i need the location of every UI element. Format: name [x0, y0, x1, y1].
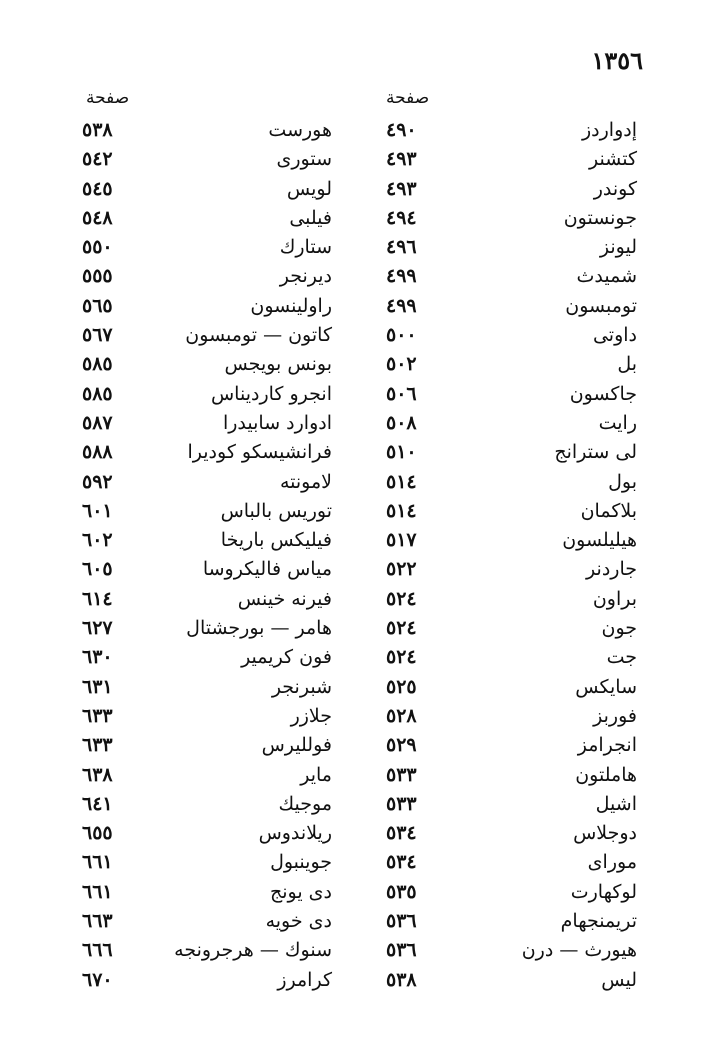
- right-page: ٥٣٣: [386, 763, 417, 786]
- right-name: داوتى: [592, 324, 637, 347]
- right-name: انجرامز: [577, 734, 637, 757]
- left-name: شبرنجر: [271, 675, 332, 698]
- index-row: [0, 468, 725, 497]
- right-page: ٥٣٤: [386, 851, 417, 874]
- right-name: هيورث — درن: [521, 939, 637, 962]
- left-name: ريلاندوس: [258, 822, 332, 845]
- right-page: ٥٢٢: [386, 558, 417, 581]
- right-page: ٥٣٥: [386, 880, 417, 903]
- right-page: ٥١٤: [386, 470, 417, 493]
- left-page: ٥٨٧: [82, 411, 113, 434]
- index-row: [0, 380, 725, 409]
- index-row: [0, 292, 725, 321]
- left-name: موجيك: [278, 792, 332, 815]
- right-page: ٥٠٠: [386, 324, 417, 347]
- right-name: تريمنجهام: [560, 910, 637, 933]
- right-name: جاردنر: [586, 558, 637, 581]
- index-row: [0, 702, 725, 731]
- index-row: [0, 497, 725, 526]
- left-page: ٦٣٨: [82, 763, 113, 786]
- right-page: ٥٣٦: [386, 939, 417, 962]
- right-name: هيليلسون: [562, 529, 637, 552]
- index-row: [0, 673, 725, 702]
- index-row: [0, 116, 725, 145]
- right-page: ٥٠٨: [386, 411, 417, 434]
- index-row: [0, 526, 725, 555]
- left-name: ستارك: [279, 236, 332, 259]
- left-name: ادوارد سابيدرا: [222, 411, 332, 434]
- left-page: ٥٨٥: [82, 382, 113, 405]
- index-list: [0, 116, 725, 995]
- left-name: لامونته: [279, 470, 332, 493]
- left-name: جوينبول: [270, 851, 332, 874]
- left-name: فيرنه خينس: [237, 587, 332, 610]
- left-page: ٦٣٠: [82, 646, 113, 669]
- left-name: جلازر: [290, 704, 332, 727]
- index-row: [0, 848, 725, 877]
- right-page: ٥٢٨: [386, 704, 417, 727]
- left-name: فولليرس: [261, 734, 332, 757]
- left-name: هامر — بورجشتال: [186, 617, 332, 640]
- left-page: ٦٦١: [82, 880, 113, 903]
- right-page: ٤٩٤: [386, 206, 417, 229]
- right-name: بلاكمان: [580, 499, 637, 522]
- left-page: ٦٤١: [82, 792, 113, 815]
- right-page: ٥٣٤: [386, 822, 417, 845]
- left-name: فرانشيسكو كوديرا: [187, 441, 332, 464]
- left-page: ٥٤٥: [82, 177, 113, 200]
- right-name: جاكسون: [569, 382, 637, 405]
- left-page: ٦٠٢: [82, 529, 113, 552]
- right-column-header: صفحة: [386, 88, 430, 108]
- index-row: [0, 555, 725, 584]
- right-name: تومبسون: [565, 294, 637, 317]
- left-page: ٦٣١: [82, 675, 113, 698]
- index-row: [0, 145, 725, 174]
- left-page: ٦٦٣: [82, 910, 113, 933]
- left-name: ديرنجر: [279, 265, 332, 288]
- index-row: [0, 438, 725, 467]
- right-name: كوندر: [593, 177, 637, 200]
- left-page: ٥٥٥: [82, 265, 113, 288]
- left-page: ٦٧٠: [82, 968, 113, 991]
- left-name: فيليكس باريخا: [220, 529, 332, 552]
- right-name: هاملتون: [575, 763, 637, 786]
- right-page: ٤٩٩: [386, 294, 417, 317]
- left-page: ٥٨٥: [82, 353, 113, 376]
- left-page: ٥٤٨: [82, 206, 113, 229]
- right-name: شميدث: [576, 265, 637, 288]
- left-page: ٥٨٨: [82, 441, 113, 464]
- right-page: ٥٣٦: [386, 910, 417, 933]
- left-name: هورست: [268, 119, 332, 141]
- right-page: ٥٠٦: [386, 382, 417, 405]
- left-page: ٥٣٨: [82, 119, 113, 141]
- right-name: لى سترانج: [554, 441, 637, 464]
- right-page: ٥١٠: [386, 441, 417, 464]
- left-page: ٦٠١: [82, 499, 113, 522]
- right-page: ٤٩٠: [386, 119, 417, 141]
- left-page: ٦٦٦: [82, 939, 113, 962]
- left-name: ستورى: [276, 148, 332, 171]
- index-row: [0, 936, 725, 965]
- right-name: اشيل: [595, 792, 637, 815]
- index-row: [0, 966, 725, 995]
- right-page: ٤٩٦: [386, 236, 417, 259]
- index-row: [0, 819, 725, 848]
- left-page: ٦٢٧: [82, 617, 113, 640]
- left-page: ٦١٤: [82, 587, 113, 610]
- right-name: بول: [608, 470, 637, 493]
- index-row: [0, 233, 725, 262]
- left-name: كرامرز: [277, 968, 332, 991]
- right-page: ٥٢٥: [386, 675, 417, 698]
- left-page: ٥٤٢: [82, 148, 113, 171]
- right-page: ٥٢٤: [386, 587, 417, 610]
- right-name: دوجلاس: [573, 822, 637, 845]
- index-row: [0, 585, 725, 614]
- index-row: [0, 790, 725, 819]
- left-page: ٥٩٢: [82, 470, 113, 493]
- left-name: توريس بالباس: [220, 499, 332, 522]
- left-name: فيلبى: [289, 206, 332, 229]
- left-column-header: صفحة: [86, 88, 130, 108]
- right-page: ٥١٧: [386, 529, 417, 552]
- left-name: مياس فاليكروسا: [202, 558, 332, 581]
- index-row: [0, 614, 725, 643]
- left-name: دى خويه: [265, 910, 332, 933]
- left-name: راولينسون: [250, 294, 332, 317]
- index-row: [0, 731, 725, 760]
- left-name: كاتون — تومبسون: [185, 324, 332, 347]
- left-page: ٥٥٠: [82, 236, 113, 259]
- index-row: [0, 321, 725, 350]
- right-name: براون: [592, 587, 637, 610]
- right-name: ليونز: [599, 236, 637, 259]
- right-page: ٥٢٤: [386, 646, 417, 669]
- left-page: ٦٥٥: [82, 822, 113, 845]
- right-name: بل: [617, 353, 637, 376]
- right-name: كتشنر: [589, 148, 637, 171]
- right-page: ٥٠٢: [386, 353, 417, 376]
- right-name: سايكس: [575, 675, 637, 698]
- right-page: ٥٢٩: [386, 734, 417, 757]
- index-row: [0, 643, 725, 672]
- right-name: إدواردز: [581, 119, 637, 141]
- left-name: سنوك — هرجرونجه: [174, 939, 332, 962]
- right-page: ٥١٤: [386, 499, 417, 522]
- index-row: [0, 350, 725, 379]
- index-row: [0, 907, 725, 936]
- right-page: ٤٩٣: [386, 148, 417, 171]
- right-page: ٤٩٩: [386, 265, 417, 288]
- left-name: لويس: [286, 177, 332, 200]
- right-name: رايت: [598, 411, 637, 434]
- left-name: بونس بويجس: [224, 353, 332, 376]
- left-name: دى يونج: [269, 880, 332, 903]
- left-name: فون كريمير: [241, 646, 332, 669]
- left-page: ٦٣٣: [82, 704, 113, 727]
- index-row: [0, 204, 725, 233]
- right-name: جت: [606, 646, 637, 669]
- right-page: ٥٣٨: [386, 968, 417, 991]
- index-row: [0, 878, 725, 907]
- page-number: ١٣٥٦: [591, 46, 643, 75]
- right-name: جون: [601, 617, 637, 640]
- index-row: [0, 175, 725, 204]
- right-name: موراى: [587, 851, 637, 874]
- right-name: جونستون: [563, 206, 637, 229]
- left-page: ٦٦١: [82, 851, 113, 874]
- left-name: انجرو كارديناس: [210, 382, 332, 405]
- left-name: ماير: [300, 763, 332, 786]
- index-row: [0, 409, 725, 438]
- right-page: ٤٩٣: [386, 177, 417, 200]
- left-page: ٦٠٥: [82, 558, 113, 581]
- index-row: [0, 761, 725, 790]
- left-page: ٦٣٣: [82, 734, 113, 757]
- right-name: ليس: [601, 968, 637, 991]
- left-page: ٥٦٧: [82, 324, 113, 347]
- index-row: [0, 262, 725, 291]
- left-page: ٥٦٥: [82, 294, 113, 317]
- right-name: فوربز: [593, 704, 637, 727]
- right-page: ٥٣٣: [386, 792, 417, 815]
- right-name: لوكهارت: [570, 880, 637, 903]
- right-page: ٥٢٤: [386, 617, 417, 640]
